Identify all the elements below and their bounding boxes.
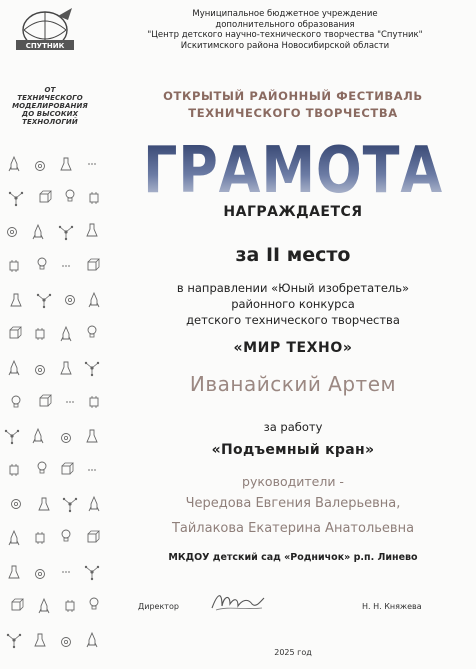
- direction-text: [110, 280, 476, 328]
- header-line: Муниципальное бюджетное учреждение: [192, 9, 378, 19]
- strip-line: ОТ ТЕХНИЧЕСКОГО: [17, 86, 83, 102]
- strip-slogan: [12, 86, 88, 126]
- signature-label: Директор: [138, 602, 179, 611]
- work-label: за работу: [263, 420, 323, 434]
- pattern-row: [5, 157, 99, 648]
- festival-line: ТЕХНИЧЕСКОГО ТВОРЧЕСТВА: [188, 106, 398, 120]
- direction-line: в направлении «Юный изобретатель»: [176, 281, 410, 295]
- sputnik-logo-icon: [10, 6, 80, 56]
- director-name: Н. Н. Княжева: [362, 602, 422, 611]
- place-label: за II место: [235, 244, 351, 266]
- logo-text: СПУТНИК: [25, 42, 65, 50]
- work-title: «Подъемный кран»: [211, 442, 375, 458]
- certificate-title: [110, 136, 476, 200]
- festival-line: ОТКРЫТЫЙ РАЙОННЫЙ ФЕСТИВАЛЬ: [163, 89, 423, 103]
- contest-name: «МИР ТЕХНО»: [233, 340, 353, 356]
- tech-pattern: [0, 150, 108, 669]
- recipient-name: Иванайский Артем: [189, 372, 397, 396]
- header-line: "Центр детского научно-технического творчества "Спутник": [147, 30, 423, 40]
- year-label: 2025 год: [274, 648, 312, 657]
- strip-line: ТЕХНОЛОГИЙ: [22, 118, 78, 126]
- supervisor-name: Чередова Евгения Валерьевна,: [185, 496, 401, 511]
- strip-line: МОДЕЛИРОВАНИЯ: [12, 102, 88, 110]
- direction-line: районного конкурса: [231, 297, 355, 311]
- strip-line: ДО ВЫСОКИХ: [21, 110, 79, 118]
- supervisor-name: Тайлакова Екатерина Анатольевна: [171, 521, 415, 536]
- awarded-label: НАГРАЖДАЕТСЯ: [223, 204, 363, 220]
- decorative-strip: [0, 0, 108, 669]
- header-line: дополнительного образования: [215, 19, 355, 30]
- handwritten-signature-icon: [208, 588, 268, 614]
- header-line: Искитимского района Новосибирской области: [180, 40, 390, 51]
- festival-title: [110, 88, 476, 122]
- institution-name: МКДОУ детский сад «Родничок» р.п. Линево: [168, 552, 418, 563]
- title-text: ГРАМОТА: [143, 136, 443, 200]
- supervisors-label: руководители -: [242, 474, 344, 489]
- direction-line: детского технического творчества: [186, 313, 400, 327]
- organization-header: [120, 9, 450, 51]
